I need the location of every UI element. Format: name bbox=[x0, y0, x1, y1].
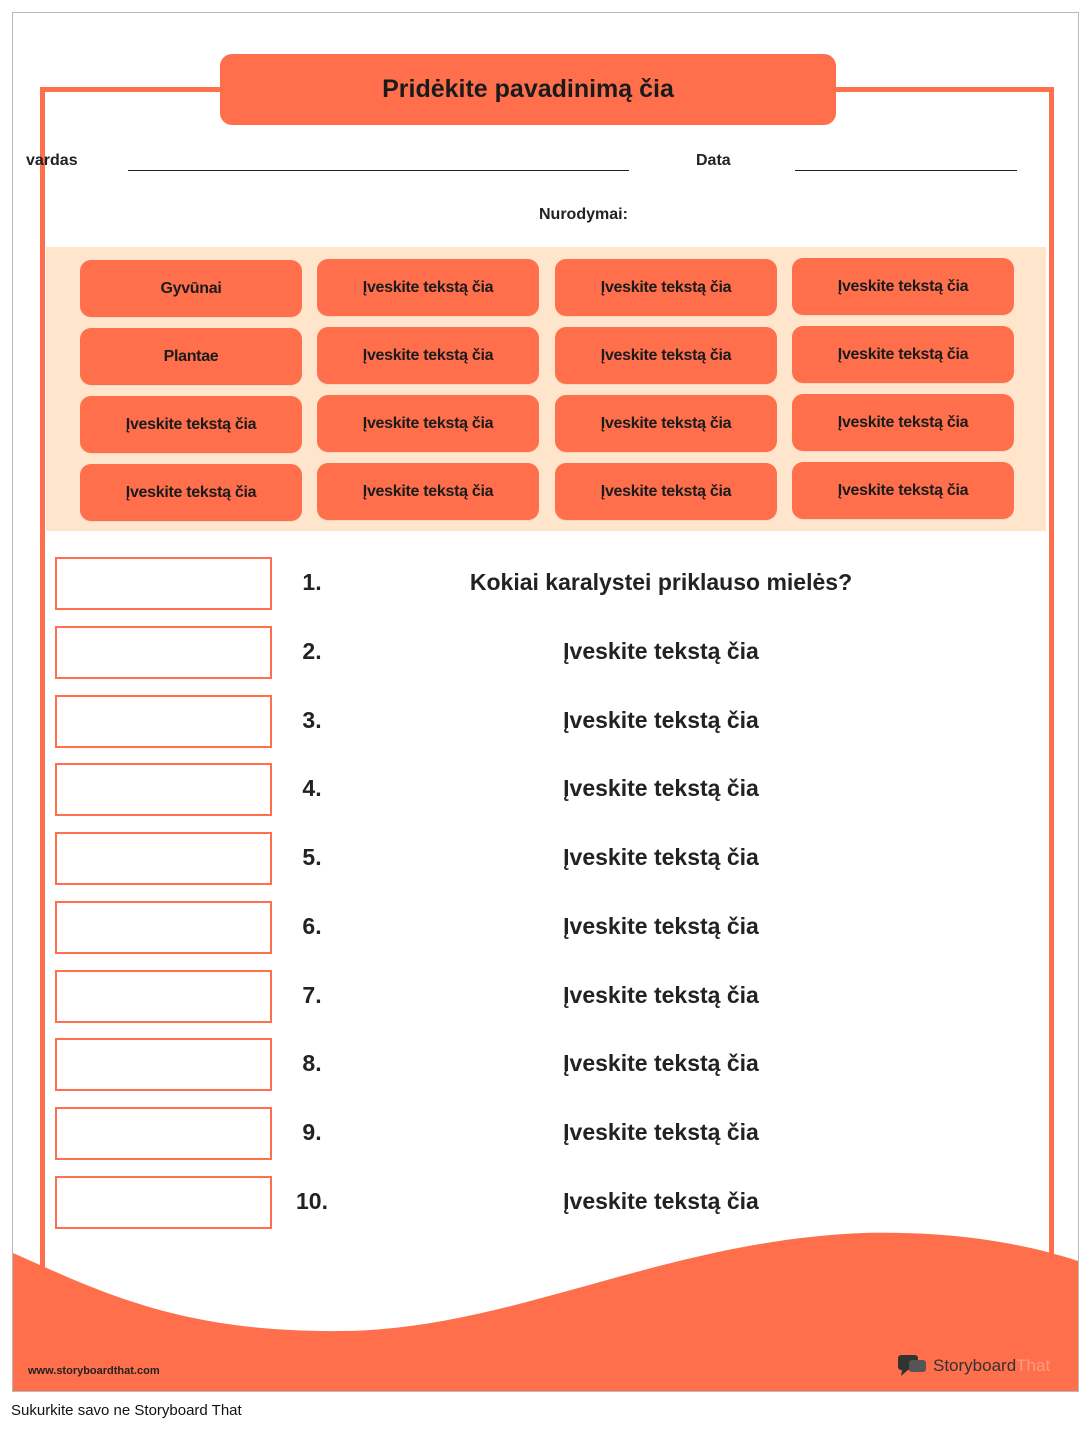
word-bank-chip[interactable]: Įveskite tekstą čia bbox=[317, 327, 539, 384]
question-number: 10. bbox=[296, 1188, 328, 1214]
word-bank-chip[interactable]: Įveskite tekstą čia bbox=[555, 259, 777, 316]
worksheet-title[interactable]: Pridėkite pavadinimą čia bbox=[220, 54, 836, 125]
word-bank-chip[interactable]: Įveskite tekstą čia bbox=[317, 463, 539, 520]
question-text[interactable]: Įveskite tekstą čia bbox=[563, 913, 759, 939]
question-number: 6. bbox=[302, 913, 322, 939]
question-text[interactable]: Įveskite tekstą čia bbox=[563, 844, 759, 870]
question-text[interactable]: Įveskite tekstą čia bbox=[563, 707, 759, 733]
question-number: 9. bbox=[302, 1119, 322, 1145]
word-bank-chip[interactable]: Įveskite tekstą čia bbox=[792, 258, 1014, 315]
question-number: 3. bbox=[302, 707, 322, 733]
question-text[interactable]: Kokiai karalystei priklauso mielės? bbox=[469, 569, 853, 595]
word-bank-chip[interactable]: Įveskite tekstą čia bbox=[792, 462, 1014, 519]
question-text[interactable]: Įveskite tekstą čia bbox=[563, 982, 759, 1008]
word-bank-chip[interactable]: Įveskite tekstą čia bbox=[555, 327, 777, 384]
word-bank-chip[interactable]: Įveskite tekstą čia bbox=[317, 259, 539, 316]
word-bank-chip[interactable]: Įveskite tekstą čia bbox=[317, 395, 539, 452]
answer-box-3[interactable] bbox=[55, 695, 272, 748]
word-bank-chip[interactable]: Plantae bbox=[80, 328, 302, 385]
word-bank-chip[interactable]: Įveskite tekstą čia bbox=[555, 463, 777, 520]
answer-box-7[interactable] bbox=[55, 970, 272, 1023]
word-bank-chip[interactable]: Įveskite tekstą čia bbox=[80, 396, 302, 453]
question-text[interactable]: Įveskite tekstą čia bbox=[563, 1050, 759, 1076]
word-bank-chip[interactable]: Įveskite tekstą čia bbox=[792, 394, 1014, 451]
storyboardthat-logo[interactable] bbox=[897, 1354, 1050, 1378]
name-line[interactable] bbox=[128, 170, 629, 171]
date-line[interactable] bbox=[795, 170, 1017, 171]
answer-box-5[interactable] bbox=[55, 832, 272, 885]
question-number: 1. bbox=[302, 569, 322, 595]
question-number: 4. bbox=[302, 775, 322, 801]
date-label: Data bbox=[696, 152, 731, 169]
worksheet bbox=[12, 12, 1079, 1392]
footer-link[interactable]: Sukurkite savo ne Storyboard That bbox=[11, 1402, 242, 1419]
word-bank-chip[interactable]: Įveskite tekstą čia bbox=[80, 464, 302, 521]
question-number: 7. bbox=[302, 982, 322, 1008]
word-bank-chip[interactable]: Gyvūnai bbox=[80, 260, 302, 317]
answer-box-2[interactable] bbox=[55, 626, 272, 679]
question-text[interactable]: Įveskite tekstą čia bbox=[563, 775, 759, 801]
speech-bubble-icon bbox=[897, 1354, 927, 1378]
answer-box-9[interactable] bbox=[55, 1107, 272, 1160]
word-bank-chip[interactable]: Įveskite tekstą čia bbox=[555, 395, 777, 452]
instructions-label: Nurodymai: bbox=[539, 206, 628, 223]
question-number: 8. bbox=[302, 1050, 322, 1076]
question-text[interactable]: Įveskite tekstą čia bbox=[563, 1119, 759, 1145]
answer-box-10[interactable] bbox=[55, 1176, 272, 1229]
website-url[interactable]: www.storyboardthat.com bbox=[28, 1365, 160, 1377]
question-text[interactable]: Įveskite tekstą čia bbox=[563, 638, 759, 664]
answer-box-1[interactable] bbox=[55, 557, 272, 610]
answer-box-4[interactable] bbox=[55, 763, 272, 816]
word-bank bbox=[46, 247, 1046, 531]
question-number: 2. bbox=[302, 638, 322, 664]
brand-name: StoryboardThat bbox=[933, 1356, 1051, 1375]
question-number: 5. bbox=[302, 844, 322, 870]
question-text[interactable]: Įveskite tekstą čia bbox=[563, 1188, 759, 1214]
word-bank-chip[interactable]: Įveskite tekstą čia bbox=[792, 326, 1014, 383]
answer-box-8[interactable] bbox=[55, 1038, 272, 1091]
answer-box-6[interactable] bbox=[55, 901, 272, 954]
name-label: vardas bbox=[26, 152, 78, 169]
